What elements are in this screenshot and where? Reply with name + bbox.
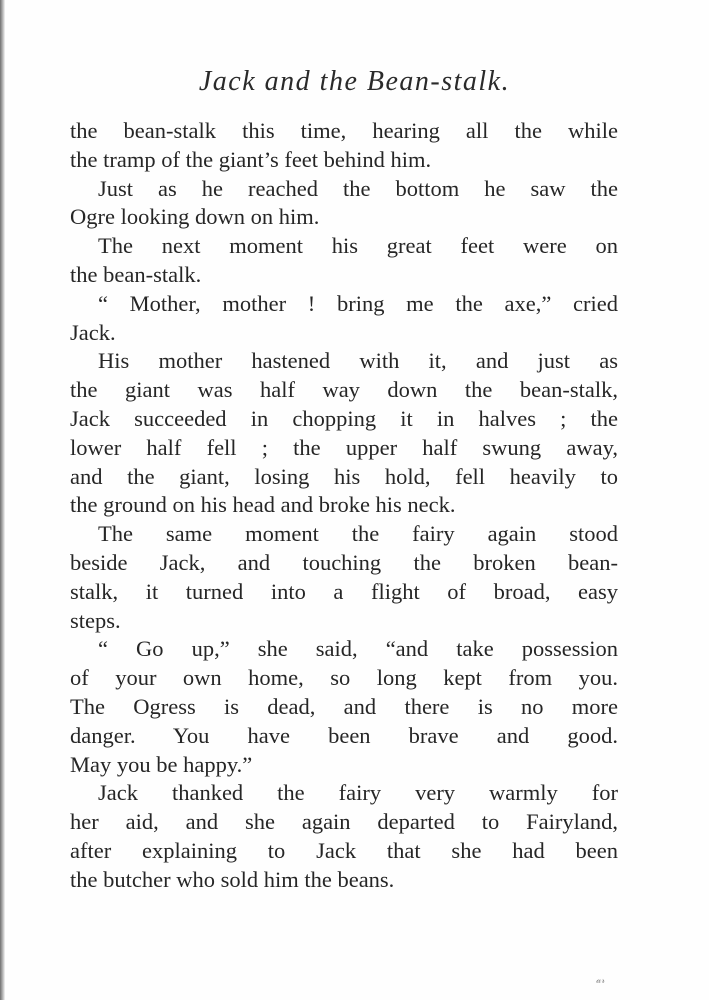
- text-line: her aid, and she again departed to Fairyland,: [70, 809, 618, 835]
- text-line: after explaining to Jack that she had been: [70, 837, 618, 863]
- text-line: the tramp of the giant’s feet behind him.: [70, 146, 432, 172]
- text-line: danger. You have been brave and good.: [70, 722, 618, 748]
- page-gutter-shadow: [0, 0, 5, 1000]
- corner-mark: 𝒶𝓇: [596, 975, 605, 985]
- text-line: the bean-stalk.: [70, 261, 202, 287]
- text-line: stalk, it turned into a flight of broad, easy: [70, 578, 618, 604]
- running-head: Jack and the Bean-stalk.: [198, 66, 511, 97]
- text-line: the giant was half way down the bean-stalk,: [70, 377, 618, 403]
- text-line: Ogre looking down on him.: [70, 204, 320, 230]
- text-line: the bean-stalk this time, hearing all the while: [70, 118, 618, 143]
- text-line: the ground on his head and broke his neck.: [70, 492, 456, 518]
- text-line: Jack.: [70, 319, 116, 345]
- text-line: the butcher who sold him the beans.: [70, 866, 395, 892]
- text-line: May you be happy.”: [70, 751, 253, 777]
- text-line: The next moment his great feet were on: [98, 233, 618, 259]
- text-line: lower half fell ; the upper half swung away,: [70, 434, 618, 460]
- text-line: The same moment the fairy again stood: [98, 521, 618, 547]
- text-line: His mother hastened with it, and just as: [98, 348, 618, 374]
- text-line: Jack succeeded in chopping it in halves ; the: [70, 405, 618, 431]
- text-line: of your own home, so long kept from you.: [70, 665, 618, 691]
- text-line: steps.: [70, 607, 121, 633]
- text-line: “ Mother, mother ! bring me the axe,” cried: [98, 290, 618, 316]
- text-line: Jack thanked the fairy very warmly for: [98, 780, 618, 806]
- text-line: Just as he reached the bottom he saw the: [98, 175, 618, 201]
- body-text: [70, 117, 618, 895]
- text-line: The Ogress is dead, and there is no more: [70, 693, 618, 719]
- text-line: beside Jack, and touching the broken bean-: [70, 549, 618, 575]
- text-line: and the giant, losing his hold, fell heavily to: [70, 463, 618, 489]
- text-line: “ Go up,” she said, “and take possession: [98, 636, 618, 662]
